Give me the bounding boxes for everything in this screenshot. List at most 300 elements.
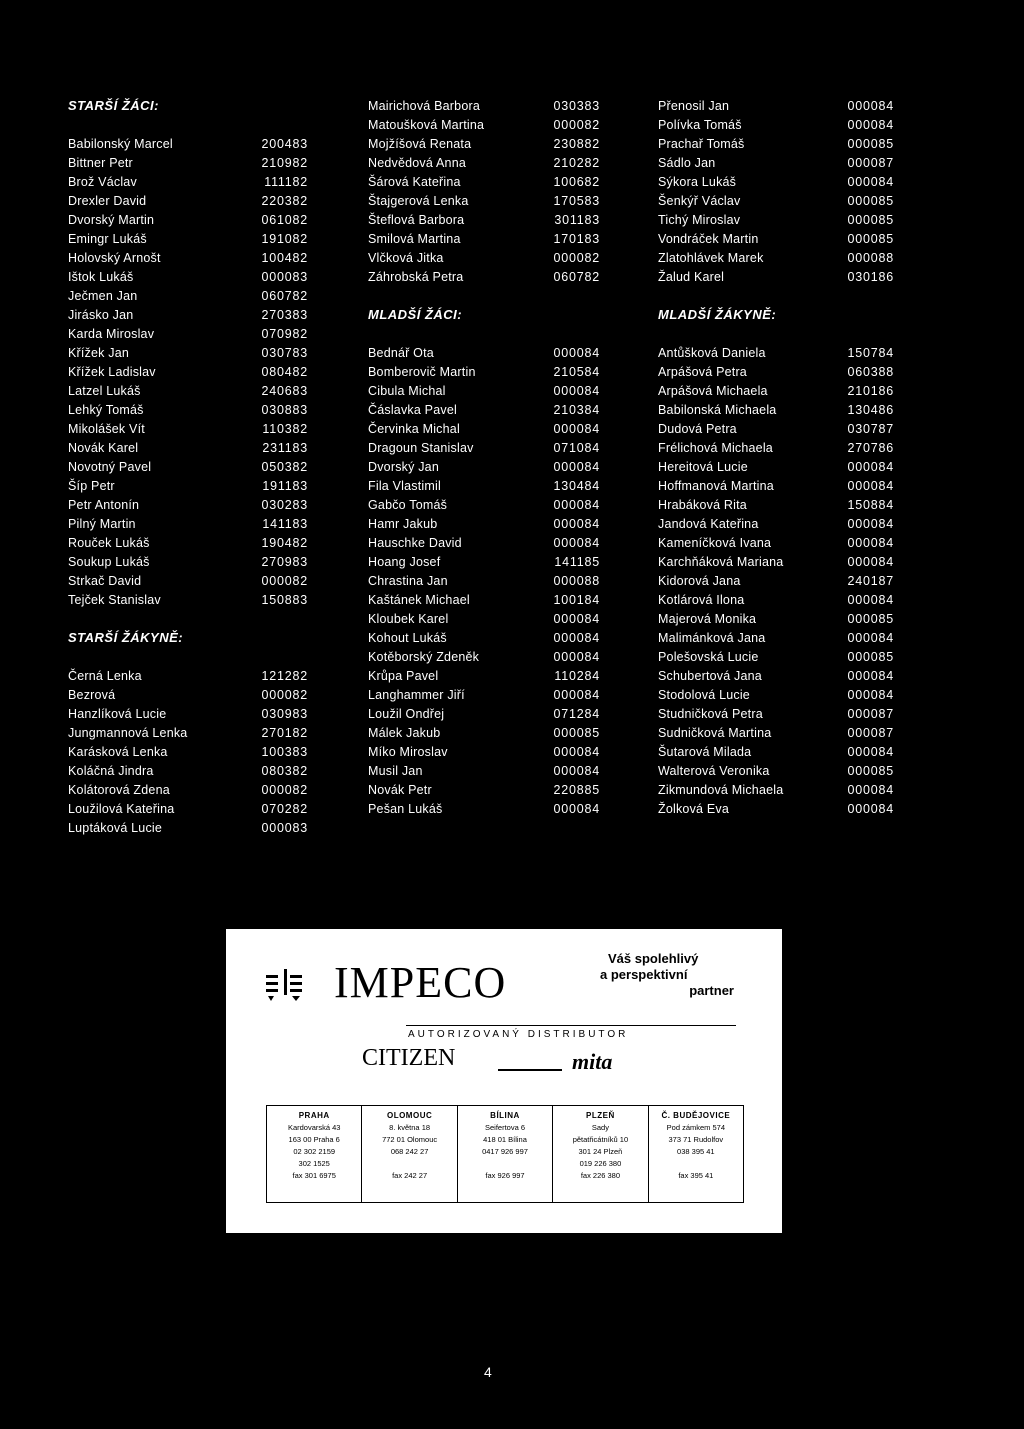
player-name: Holovský Arnošt xyxy=(68,250,161,265)
player-row xyxy=(68,571,308,590)
roster-column-2 xyxy=(368,96,600,818)
player-row xyxy=(368,628,600,647)
section-heading: MLADŠÍ ŽÁKYNĚ: xyxy=(658,307,777,322)
player-code: 301183 xyxy=(554,212,600,227)
ad-slogan xyxy=(600,951,750,999)
branch-line: fax 301 6975 xyxy=(292,1171,336,1180)
player-name: Pešan Lukáš xyxy=(368,801,443,816)
player-row xyxy=(368,153,600,172)
player-row xyxy=(68,343,308,362)
player-row xyxy=(368,647,600,666)
branch-office xyxy=(267,1106,362,1202)
player-name: Brož Václav xyxy=(68,174,137,189)
player-code: 000082 xyxy=(553,250,600,265)
player-row xyxy=(368,799,600,818)
player-name: Hauschke David xyxy=(368,535,462,550)
roster-column-3 xyxy=(658,96,894,818)
player-row xyxy=(658,609,894,628)
divider xyxy=(406,1025,736,1026)
player-name: Dudová Petra xyxy=(658,421,737,436)
player-row xyxy=(368,514,600,533)
player-code: 000084 xyxy=(553,535,600,550)
player-code: 030383 xyxy=(553,98,600,113)
player-name: Novák Karel xyxy=(68,440,139,455)
player-row xyxy=(368,609,600,628)
player-name: Antůšková Daniela xyxy=(658,345,766,360)
player-row xyxy=(658,476,894,495)
player-name: Míko Miroslav xyxy=(368,744,448,759)
player-code: 030983 xyxy=(261,706,308,721)
player-name: Arpášová Michaela xyxy=(658,383,768,398)
player-name: Fila Vlastimil xyxy=(368,478,441,493)
player-code: 170183 xyxy=(553,231,600,246)
player-name: Šenkýř Václav xyxy=(658,193,741,208)
player-name: Černá Lenka xyxy=(68,668,142,683)
roster-column-1 xyxy=(68,96,308,837)
player-name: Dragoun Stanislav xyxy=(368,440,474,455)
player-row xyxy=(368,419,600,438)
player-row xyxy=(68,419,308,438)
player-name: Kaštánek Michael xyxy=(368,592,470,607)
player-code: 000084 xyxy=(553,345,600,360)
player-row xyxy=(658,172,894,191)
player-code: 111182 xyxy=(264,174,308,189)
ad-frame xyxy=(236,939,772,1223)
player-code: 110382 xyxy=(262,421,308,436)
player-row xyxy=(68,780,308,799)
player-row xyxy=(368,210,600,229)
player-code: 000084 xyxy=(553,744,600,759)
player-name: Šárová Kateřina xyxy=(368,174,461,189)
player-row xyxy=(68,210,308,229)
player-name: Jungmannová Lenka xyxy=(68,725,188,740)
player-code: 110284 xyxy=(554,668,600,683)
player-code: 000084 xyxy=(847,478,894,493)
player-code: 000084 xyxy=(847,687,894,702)
player-row xyxy=(68,324,308,343)
player-code: 000084 xyxy=(553,611,600,626)
player-code: 100482 xyxy=(261,250,308,265)
player-code: 220885 xyxy=(553,782,600,797)
branch-line: Pod zámkem 574 xyxy=(666,1123,726,1132)
player-row xyxy=(68,533,308,552)
player-code: 240187 xyxy=(847,573,894,588)
player-row xyxy=(68,286,308,305)
player-code: 000084 xyxy=(847,554,894,569)
player-name: Bomberovič Martin xyxy=(368,364,476,379)
player-row xyxy=(368,381,600,400)
player-name: Polívka Tomáš xyxy=(658,117,742,132)
player-name: Ištok Lukáš xyxy=(68,269,134,284)
player-row xyxy=(658,704,894,723)
branch-office xyxy=(553,1106,648,1202)
player-row xyxy=(68,476,308,495)
branch-line: 068 242 27 xyxy=(390,1147,429,1156)
player-name: Koláčná Jindra xyxy=(68,763,154,778)
player-code: 080482 xyxy=(261,364,308,379)
branch-city: PLZEŇ xyxy=(586,1111,615,1120)
player-row xyxy=(658,571,894,590)
player-row xyxy=(68,590,308,609)
impeco-advertisement xyxy=(226,929,782,1233)
player-name: Babilonský Marcel xyxy=(68,136,173,151)
player-name: Červinka Michal xyxy=(368,421,460,436)
player-name: Novák Petr xyxy=(368,782,432,797)
player-code: 050382 xyxy=(261,459,308,474)
player-code: 060388 xyxy=(847,364,894,379)
player-row xyxy=(368,495,600,514)
player-code: 000084 xyxy=(553,383,600,398)
player-row xyxy=(658,191,894,210)
player-name: Matoušková Martina xyxy=(368,117,485,132)
player-name: Gabčo Tomáš xyxy=(368,497,448,512)
distributor-label: AUTORIZOVANÝ DISTRIBUTOR xyxy=(408,1029,629,1040)
player-code: 000084 xyxy=(847,801,894,816)
player-name: Drexler David xyxy=(68,193,147,208)
player-code: 000085 xyxy=(847,212,894,227)
player-code: 000085 xyxy=(553,725,600,740)
player-name: Sádlo Jan xyxy=(658,155,716,170)
player-row xyxy=(68,457,308,476)
player-code: 190482 xyxy=(261,535,308,550)
player-name: Soukup Lukáš xyxy=(68,554,150,569)
player-name: Nedvědová Anna xyxy=(368,155,467,170)
player-row xyxy=(68,153,308,172)
player-code: 000084 xyxy=(847,782,894,797)
player-code: 000083 xyxy=(261,820,308,835)
player-code: 000088 xyxy=(847,250,894,265)
player-code: 000084 xyxy=(553,649,600,664)
player-name: Karda Miroslav xyxy=(68,326,155,341)
impeco-logo-mark-icon xyxy=(264,967,306,1003)
player-code: 210186 xyxy=(847,383,894,398)
player-name: Prachař Tomáš xyxy=(658,136,745,151)
section-gap xyxy=(368,286,600,305)
player-row xyxy=(658,666,894,685)
player-row xyxy=(658,419,894,438)
player-code: 000084 xyxy=(553,459,600,474)
player-row xyxy=(68,495,308,514)
player-name: Studničková Petra xyxy=(658,706,763,721)
branch-line xyxy=(458,1158,552,1170)
player-code: 100383 xyxy=(261,744,308,759)
player-code: 000084 xyxy=(847,630,894,645)
player-code: 220382 xyxy=(261,193,308,208)
branch-line xyxy=(362,1158,456,1170)
branch-city: OLOMOUC xyxy=(386,1111,433,1120)
player-name: Chrastina Jan xyxy=(368,573,448,588)
player-name: Ječmen Jan xyxy=(68,288,138,303)
player-code: 071084 xyxy=(553,440,600,455)
player-row xyxy=(658,685,894,704)
player-code: 000082 xyxy=(261,687,308,702)
player-name: Mojžíšová Renata xyxy=(368,136,472,151)
branch-city: Č. BUDĚJOVICE xyxy=(661,1111,731,1120)
section-gap xyxy=(658,324,894,343)
branch-line: 163 00 Praha 6 xyxy=(288,1135,340,1144)
player-name: Rouček Lukáš xyxy=(68,535,150,550)
slogan-line: Váš spolehlivý xyxy=(608,951,699,966)
branch-line: 8. května 18 xyxy=(389,1123,431,1132)
player-row xyxy=(68,172,308,191)
player-name: Krůpa Pavel xyxy=(368,668,439,683)
player-code: 230882 xyxy=(553,136,600,151)
branch-line: 302 1525 xyxy=(298,1159,330,1168)
branch-line: 02 302 2159 xyxy=(293,1147,336,1156)
player-code: 000084 xyxy=(847,744,894,759)
player-code: 270786 xyxy=(847,440,894,455)
player-row xyxy=(68,381,308,400)
player-row xyxy=(658,761,894,780)
player-name: Sýkora Lukáš xyxy=(658,174,737,189)
player-name: Křížek Ladislav xyxy=(68,364,156,379)
player-code: 000082 xyxy=(261,782,308,797)
player-row xyxy=(368,172,600,191)
player-row xyxy=(68,818,308,837)
player-name: Záhrobská Petra xyxy=(368,269,464,284)
player-row xyxy=(368,590,600,609)
player-code: 240683 xyxy=(261,383,308,398)
player-code: 000084 xyxy=(553,516,600,531)
citizen-logo: CITIZEN xyxy=(362,1045,456,1071)
section-heading: STARŠÍ ŽÁCI: xyxy=(68,98,159,113)
branch-line: Seifertova 6 xyxy=(485,1123,526,1132)
player-code: 070982 xyxy=(261,326,308,341)
player-row xyxy=(658,362,894,381)
player-row xyxy=(68,685,308,704)
player-name: Tejček Stanislav xyxy=(68,592,161,607)
player-row xyxy=(368,191,600,210)
player-row xyxy=(68,400,308,419)
player-code: 200483 xyxy=(261,136,308,151)
player-row xyxy=(68,666,308,685)
player-row xyxy=(68,305,308,324)
player-name: Přenosil Jan xyxy=(658,98,730,113)
player-code: 000084 xyxy=(847,98,894,113)
player-name: Mikolášek Vít xyxy=(68,421,145,436)
player-row xyxy=(658,96,894,115)
player-row xyxy=(68,248,308,267)
player-name: Kohout Lukáš xyxy=(368,630,447,645)
branch-offices xyxy=(266,1105,744,1203)
player-name: Hrabáková Rita xyxy=(658,497,747,512)
player-name: Dvorský Martin xyxy=(68,212,155,227)
player-code: 000084 xyxy=(847,459,894,474)
branch-line: pětatřicátníků 10 xyxy=(572,1135,629,1144)
player-name: Majerová Monika xyxy=(658,611,757,626)
player-name: Vondráček Martin xyxy=(658,231,759,246)
section-gap xyxy=(68,609,308,628)
player-row xyxy=(658,552,894,571)
player-row xyxy=(368,457,600,476)
player-row xyxy=(68,267,308,286)
player-code: 000084 xyxy=(847,535,894,550)
player-row xyxy=(368,552,600,571)
player-code: 000084 xyxy=(553,763,600,778)
player-code: 121282 xyxy=(261,668,308,683)
player-name: Karásková Lenka xyxy=(68,744,168,759)
player-name: Tichý Miroslav xyxy=(658,212,741,227)
player-name: Novotný Pavel xyxy=(68,459,152,474)
player-name: Walterová Veronika xyxy=(658,763,770,778)
player-name: Petr Antonín xyxy=(68,497,140,512)
player-name: Polešovská Lucie xyxy=(658,649,759,664)
player-code: 000087 xyxy=(847,706,894,721)
player-row xyxy=(368,134,600,153)
player-code: 170583 xyxy=(553,193,600,208)
branch-city: PRAHA xyxy=(298,1111,330,1120)
player-code: 071284 xyxy=(553,706,600,721)
player-row xyxy=(658,381,894,400)
player-name: Bittner Petr xyxy=(68,155,133,170)
branch-office xyxy=(458,1106,553,1202)
player-row xyxy=(368,761,600,780)
player-row xyxy=(658,438,894,457)
player-name: Málek Jakub xyxy=(368,725,441,740)
player-code: 000082 xyxy=(553,117,600,132)
player-name: Smilová Martina xyxy=(368,231,461,246)
player-name: Šíp Petr xyxy=(68,478,115,493)
player-code: 000084 xyxy=(553,801,600,816)
player-row xyxy=(368,115,600,134)
player-name: Latzel Lukáš xyxy=(68,383,141,398)
player-name: Kloubek Karel xyxy=(368,611,449,626)
player-name: Bezrová xyxy=(68,687,116,702)
player-row xyxy=(68,723,308,742)
player-row xyxy=(658,115,894,134)
player-code: 210982 xyxy=(261,155,308,170)
player-row xyxy=(658,229,894,248)
player-row xyxy=(68,799,308,818)
player-code: 061082 xyxy=(261,212,308,227)
player-name: Šutarová Milada xyxy=(658,744,752,759)
player-code: 141183 xyxy=(262,516,308,531)
player-code: 000084 xyxy=(553,497,600,512)
player-name: Strkač David xyxy=(68,573,142,588)
player-row xyxy=(658,723,894,742)
brand-name: IMPECO xyxy=(334,958,507,1007)
player-name: Sudničková Martina xyxy=(658,725,772,740)
player-row xyxy=(368,685,600,704)
player-row xyxy=(658,457,894,476)
player-code: 000085 xyxy=(847,231,894,246)
player-name: Pilný Martin xyxy=(68,516,136,531)
player-name: Vlčková Jitka xyxy=(368,250,444,265)
player-row xyxy=(368,666,600,685)
player-name: Hamr Jakub xyxy=(368,516,438,531)
player-code: 100184 xyxy=(553,592,600,607)
player-name: Loužilová Kateřina xyxy=(68,801,175,816)
player-row xyxy=(68,514,308,533)
player-row xyxy=(658,799,894,818)
player-code: 150784 xyxy=(847,345,894,360)
player-code: 070282 xyxy=(261,801,308,816)
player-name: Luptáková Lucie xyxy=(68,820,163,835)
branch-city: BÍLINA xyxy=(490,1111,520,1120)
player-row xyxy=(68,704,308,723)
player-row xyxy=(368,96,600,115)
player-code: 080382 xyxy=(261,763,308,778)
player-name: Jirásko Jan xyxy=(68,307,134,322)
player-code: 030787 xyxy=(847,421,894,436)
player-name: Hanzlíková Lucie xyxy=(68,706,167,721)
player-code: 191082 xyxy=(261,231,308,246)
branch-line: fax 926 997 xyxy=(485,1171,525,1180)
player-name: Karchňáková Mariana xyxy=(658,554,784,569)
player-name: Hereitová Lucie xyxy=(658,459,748,474)
player-code: 000088 xyxy=(553,573,600,588)
player-name: Zlatohlávek Marek xyxy=(658,250,764,265)
player-code: 100682 xyxy=(553,174,600,189)
branch-line: 301 24 Plzeň xyxy=(578,1147,623,1156)
branch-line xyxy=(649,1158,743,1170)
player-row xyxy=(658,514,894,533)
player-row xyxy=(368,723,600,742)
player-row xyxy=(368,780,600,799)
player-code: 000084 xyxy=(553,630,600,645)
player-row xyxy=(658,267,894,286)
player-code: 150883 xyxy=(261,592,308,607)
player-row xyxy=(658,134,894,153)
player-name: Jandová Kateřina xyxy=(658,516,759,531)
player-code: 191183 xyxy=(262,478,308,493)
player-row xyxy=(658,495,894,514)
player-code: 000087 xyxy=(847,725,894,740)
player-name: Cibula Michal xyxy=(368,383,446,398)
player-name: Šteflová Barbora xyxy=(368,212,465,227)
player-code: 130484 xyxy=(553,478,600,493)
player-name: Kotěborský Zdeněk xyxy=(368,649,480,664)
player-code: 030783 xyxy=(261,345,308,360)
player-row xyxy=(368,571,600,590)
divider xyxy=(498,1069,562,1071)
section-gap xyxy=(68,647,308,666)
player-code: 000082 xyxy=(261,573,308,588)
player-row xyxy=(68,134,308,153)
player-row xyxy=(68,191,308,210)
branch-line: Kardovarská 43 xyxy=(287,1123,341,1132)
player-name: Hoffmanová Martina xyxy=(658,478,774,493)
player-row xyxy=(68,552,308,571)
player-name: Lehký Tomáš xyxy=(68,402,144,417)
player-name: Langhammer Jiří xyxy=(368,687,465,702)
branch-line: 373 71 Rudolfov xyxy=(668,1135,724,1144)
branch-line: 038 395 41 xyxy=(677,1147,715,1156)
player-row xyxy=(658,647,894,666)
player-row xyxy=(68,761,308,780)
section-gap xyxy=(658,286,894,305)
player-name: Hoang Josef xyxy=(368,554,441,569)
player-code: 130486 xyxy=(847,402,894,417)
player-row xyxy=(658,248,894,267)
branch-line: 418 01 Bílina xyxy=(483,1135,527,1144)
section-gap xyxy=(368,324,600,343)
player-row xyxy=(658,590,894,609)
player-row xyxy=(368,704,600,723)
player-code: 000083 xyxy=(261,269,308,284)
player-row xyxy=(368,343,600,362)
player-code: 000085 xyxy=(847,193,894,208)
player-code: 270983 xyxy=(261,554,308,569)
player-code: 270383 xyxy=(261,307,308,322)
player-code: 000084 xyxy=(847,668,894,683)
player-code: 000085 xyxy=(847,136,894,151)
player-name: Kolátorová Zdena xyxy=(68,782,170,797)
player-code: 030883 xyxy=(261,402,308,417)
player-code: 060782 xyxy=(553,269,600,284)
player-code: 000085 xyxy=(847,649,894,664)
player-row xyxy=(68,438,308,457)
